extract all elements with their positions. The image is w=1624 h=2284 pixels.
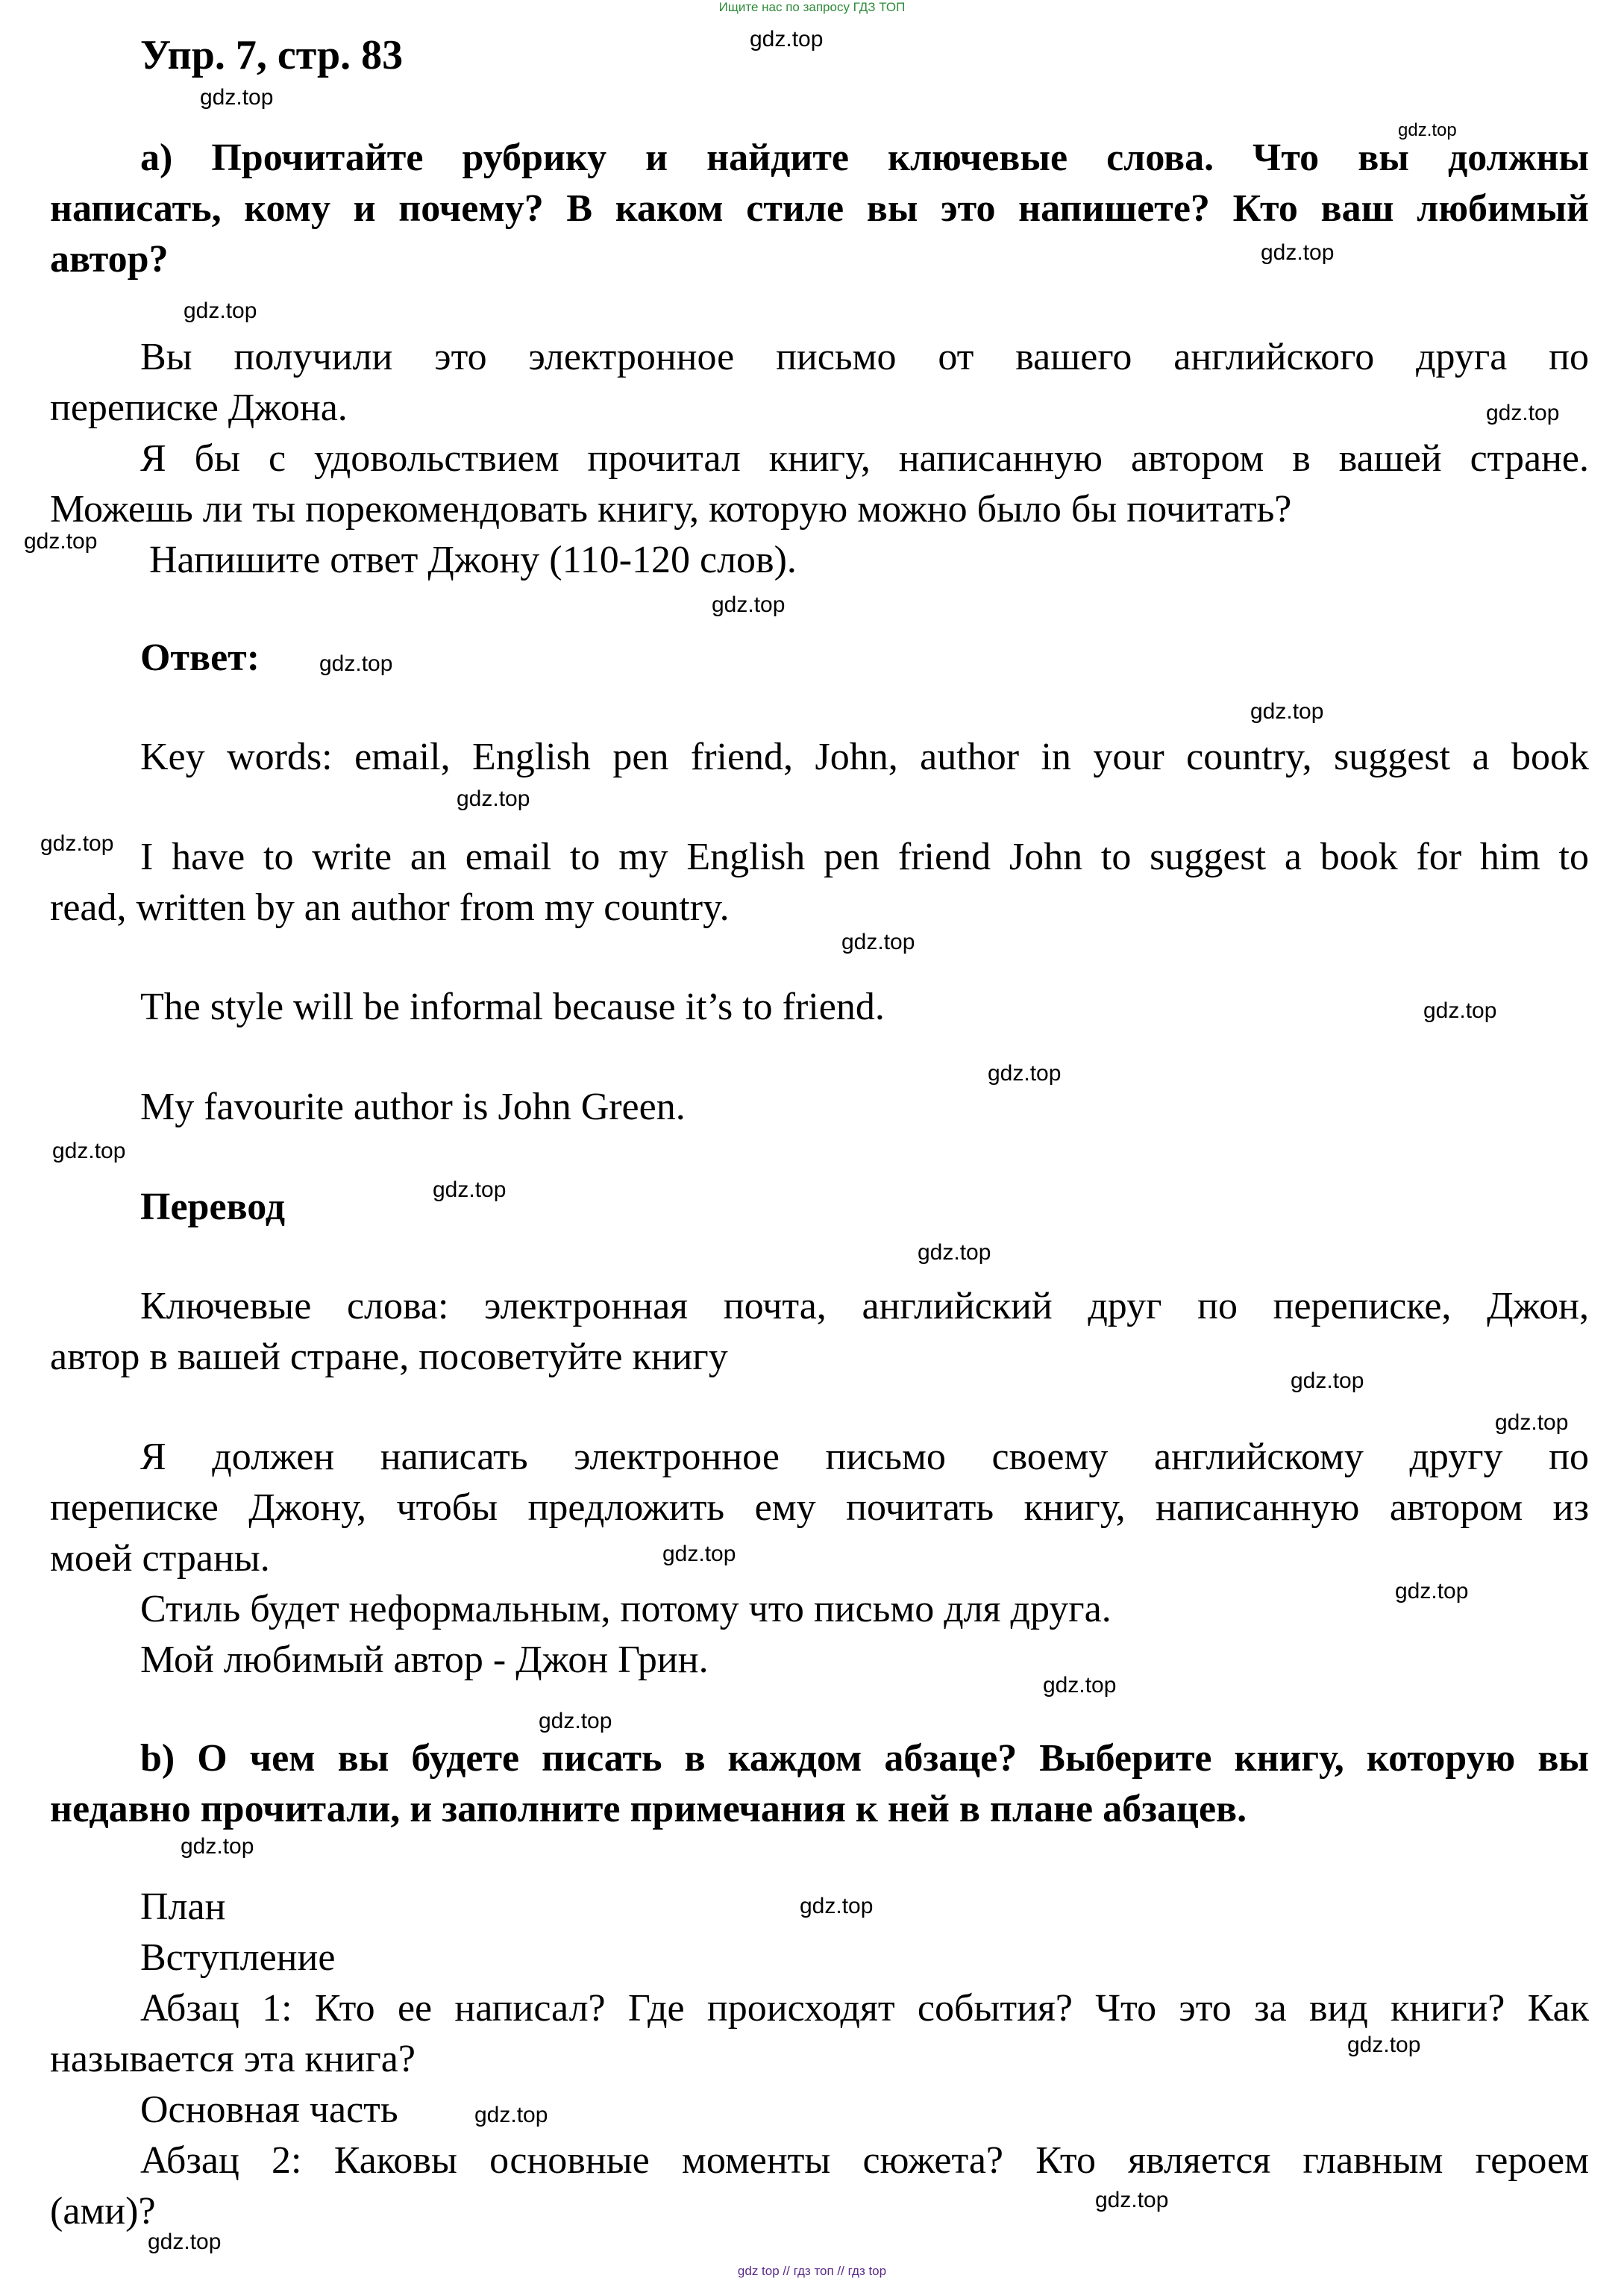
answer-write-line-1: I have to write an email to my English pen friend John to suggest a book for him to: [140, 836, 1589, 878]
watermark: gdz.top: [1095, 2188, 1169, 2212]
watermark: gdz.top: [40, 831, 114, 856]
watermark: gdz.top: [1347, 2033, 1421, 2057]
task-b-line-1: b) О чем вы будете писать в каждом абзаце? Выберите книгу, которую вы: [140, 1737, 1589, 1780]
watermark: gdz.top: [841, 930, 915, 954]
watermark: gdz.top: [712, 592, 786, 617]
task-a-line-2: написать, кому и почему? В каком стиле вы это напишете? Кто ваш любимый: [50, 187, 1589, 230]
watermark: gdz.top: [184, 298, 257, 323]
watermark: gdz.top: [988, 1061, 1062, 1086]
watermark: gdz.top: [474, 2103, 548, 2127]
watermark: gdz.top: [1043, 1673, 1117, 1698]
answer-author: My favourite author is John Green.: [140, 1086, 686, 1128]
translation-key-line-2: автор в вашей стране, посоветуйте книгу: [50, 1336, 728, 1378]
plan-main: Основная часть: [140, 2089, 398, 2131]
prompt-line-5: Напишите ответ Джону (110-120 слов).: [149, 539, 797, 581]
plan-paragraph-2-line-1: Абзац 2: Каковы основные моменты сюжета? Кто является главным героем: [140, 2139, 1589, 2182]
watermark: gdz.top: [1291, 1368, 1364, 1393]
watermark: gdz.top: [433, 1177, 507, 1202]
translation-must-line-1: Я должен написать электронное письмо своему английскому другу по: [140, 1436, 1589, 1478]
watermark: gdz.top: [1423, 998, 1497, 1023]
watermark: gdz.top: [1398, 120, 1457, 140]
translation-style: Стиль будет неформальным, потому что письмо для друга.: [140, 1588, 1112, 1630]
answer-heading: Ответ:: [140, 636, 260, 679]
watermark: gdz.top: [539, 1709, 612, 1733]
task-b-line-2: недавно прочитали, и заполните примечания к ней в плане абзацев.: [50, 1788, 1247, 1830]
prompt-line-1: Вы получили это электронное письмо от вашего английского друга по: [140, 336, 1589, 378]
watermark: gdz.top: [148, 2230, 222, 2254]
plan-paragraph-1-line-1: Абзац 1: Кто ее написал? Где происходят события? Что это за вид книги? Как: [140, 1987, 1589, 2030]
watermark: gdz.top: [1250, 699, 1324, 724]
exercise-title: Упр. 7, стр. 83: [140, 32, 404, 78]
translation-must-line-2: переписке Джону, чтобы предложить ему почитать книгу, написанную автором из: [50, 1486, 1589, 1529]
answer-write-line-2: read, written by an author from my country.: [50, 886, 730, 929]
watermark: gdz.top: [52, 1139, 126, 1163]
watermark: gdz.top: [1261, 240, 1335, 265]
plan-intro: Вступление: [140, 1936, 336, 1979]
watermark: gdz.top: [200, 85, 274, 110]
prompt-line-4: Можешь ли ты порекомендовать книгу, которую можно было бы почитать?: [50, 488, 1292, 531]
translation-must-line-3: моей страны.: [50, 1537, 270, 1580]
translation-heading: Перевод: [140, 1186, 286, 1228]
watermark: gdz.top: [662, 1542, 736, 1566]
watermark: gdz.top: [1486, 401, 1560, 425]
watermark: gdz.top: [24, 529, 98, 554]
answer-style: The style will be informal because it’s to friend.: [140, 986, 885, 1028]
watermark: gdz.top: [181, 1834, 254, 1859]
watermark: gdz.top: [800, 1894, 874, 1918]
plan-paragraph-1-line-2: называется эта книга?: [50, 2038, 416, 2080]
watermark: gdz.top: [1395, 1579, 1469, 1604]
answer-key-words: Key words: email, English pen friend, John, author in your country, suggest a book: [140, 736, 1589, 778]
task-a-line-1: а) Прочитайте рубрику и найдите ключевые слова. Что вы должны: [140, 137, 1589, 179]
task-a-line-3: автор?: [50, 238, 169, 281]
translation-author: Мой любимый автор - Джон Грин.: [140, 1639, 709, 1681]
watermark: gdz.top: [457, 786, 530, 811]
plan-title: План: [140, 1886, 226, 1928]
plan-paragraph-2-line-2: (ами)?: [50, 2190, 156, 2233]
watermark: gdz.top: [319, 651, 393, 676]
bottom-footer: gdz top // гдз топ // гдз top: [737, 2264, 887, 2278]
top-banner: Ищите нас по запросу ГДЗ ТОП: [718, 0, 906, 14]
translation-key-line-1: Ключевые слова: электронная почта, английский друг по переписке, Джон,: [140, 1285, 1589, 1327]
watermark: gdz.top: [750, 27, 824, 51]
prompt-line-2: переписке Джона.: [50, 387, 348, 429]
watermark: gdz.top: [918, 1240, 991, 1265]
prompt-line-3: Я бы с удовольствием прочитал книгу, написанную автором в вашей стране.: [140, 437, 1589, 480]
watermark: gdz.top: [1495, 1410, 1569, 1435]
